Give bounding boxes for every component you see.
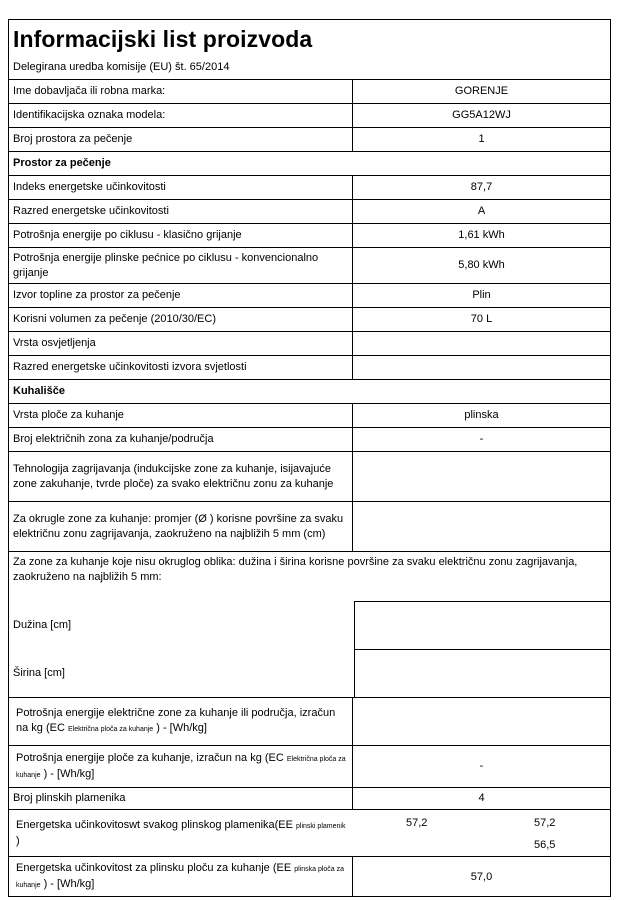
hob-efficiency-subscript: plinska ploča za kuhanje <box>16 866 345 889</box>
zone-consumption-value <box>352 698 610 745</box>
regulation-subtitle: Delegirana uredba komisije (EU) št. 65/2014 <box>13 61 230 73</box>
supplier-label: Ime dobavljača ili robna marka: <box>13 85 166 97</box>
width-row <box>9 649 610 698</box>
hob-efficiency-value: 57,0 <box>352 857 610 897</box>
width-value <box>354 649 610 698</box>
sheet-title: Informacijski list proizvoda <box>13 26 313 52</box>
hob-consumption-text: Potrošnja energije ploče za kuhanje, izračun na kg (EC <box>16 751 287 764</box>
hob-type-label: Vrsta ploče za kuhanje <box>13 409 124 421</box>
heating-tech-value <box>352 452 610 501</box>
consumption-classic-row <box>9 223 610 247</box>
round-zones-row <box>9 501 610 551</box>
hob-section-heading: Kuhališče <box>13 385 65 397</box>
consumption-gas-label: Potrošnja energije plinske pećnice po ciklusu - konvencionalno grijanje <box>13 251 319 279</box>
consumption-gas-row <box>9 247 610 283</box>
lighting-class-row <box>9 355 610 379</box>
burner-efficiency-close: ) <box>16 834 20 847</box>
hob-consumption-value: - <box>352 746 610 787</box>
burner-efficiency-text: Energetska učinkovitoswt svakog plinskog plamenika(EE <box>16 818 297 831</box>
gas-burners-row <box>9 787 610 809</box>
supplier-value: GORENJE <box>352 80 610 103</box>
length-value <box>354 601 610 649</box>
round-zones-label: Za okrugle zone za kuhanje: promjer (Ø ) korisne površine za svaku električnu zonu zagrijavanja, zaokruženo na najbližih 5 mm (cm) <box>13 512 344 540</box>
volume-value: 70 L <box>352 308 610 331</box>
hob-efficiency-row <box>9 856 610 897</box>
lighting-class-label: Razred energetske učinkovitosti izvora svjetlosti <box>13 361 247 373</box>
energy-class-label: Razred energetske učinkovitosti <box>13 205 169 217</box>
zone-consumption-text: Potrošnja energije električne zone za kuhanje ili područja, izračun na kg (EC <box>16 707 336 734</box>
hob-efficiency-label <box>9 857 352 897</box>
heat-source-row <box>9 283 610 307</box>
hob-consumption-unit: ) - [Wh/kg] <box>40 767 95 780</box>
hob-consumption-label <box>9 746 352 787</box>
model-label: Identifikacijska oznaka modela: <box>13 109 166 121</box>
burner-efficiency-subscript: plinski plamenik <box>296 822 346 830</box>
hob-efficiency-text: Energetska učinkovitost za plinsku ploču za kuhanje (EE <box>16 862 295 874</box>
hob-type-value: plinska <box>352 404 610 427</box>
consumption-classic-label: Potrošnja energije po ciklusu - klasično grijanje <box>13 229 242 241</box>
heat-source-label: Izvor topline za prostor za pečenje <box>13 289 181 301</box>
lighting-value <box>352 332 610 355</box>
supplier-row <box>9 79 610 103</box>
product-information-sheet <box>8 19 611 897</box>
electric-zones-row <box>9 427 610 451</box>
consumption-classic-value: 1,61 kWh <box>352 224 610 247</box>
oven-section-heading: Prostor za pečenje <box>13 157 111 169</box>
burner-efficiency-value-1: 57,2 <box>406 817 428 829</box>
lighting-label: Vrsta osvjetljenja <box>13 337 96 349</box>
hob-efficiency-unit: ) - [Wh/kg] <box>40 878 95 890</box>
electric-zones-label: Broj električnih zona za kuhanje/područja <box>13 433 214 445</box>
electric-zones-value: - <box>352 428 610 451</box>
cavities-value: 1 <box>352 128 610 151</box>
volume-row <box>9 307 610 331</box>
zone-consumption-label <box>9 698 352 745</box>
burner-efficiency-label <box>9 810 352 856</box>
hob-consumption-subscript: Električna ploča za kuhanje <box>16 755 346 779</box>
cavities-row <box>9 127 610 151</box>
width-label: Širina [cm] <box>13 667 65 679</box>
burner-efficiency-row <box>9 809 610 856</box>
non-round-zones-label: Za zone za kuhanje koje nisu okruglog oblika: dužina i širina korisne površine za svaku električnu zonu zagrijavanja, zaokruženo na najbližih 5 mm: <box>13 556 578 583</box>
burner-efficiency-values <box>352 810 610 856</box>
gas-burners-value: 4 <box>352 788 610 809</box>
gas-burners-label: Broj plinskih plamenika <box>13 792 126 804</box>
heating-tech-row <box>9 451 610 501</box>
cavities-label: Broj prostora za pečenje <box>13 133 133 145</box>
oven-section-row <box>9 151 610 175</box>
energy-class-value: A <box>352 200 610 223</box>
zone-consumption-subscript: Električna ploča za kuhanje <box>67 726 154 733</box>
volume-label: Korisni volumen za pečenje (2010/30/EC) <box>13 313 217 325</box>
eei-label: Indeks energetske učinkovitosti <box>13 181 166 193</box>
zone-consumption-unit: ) - [Wh/kg] <box>153 722 207 734</box>
non-round-zones-block <box>9 551 610 697</box>
zone-consumption-row <box>9 697 610 745</box>
length-label: Dužina [cm] <box>13 618 72 631</box>
lighting-row <box>9 331 610 355</box>
hob-section-row <box>9 379 610 403</box>
heating-tech-label: Tehnologija zagrijavanja (indukcijske zone za kuhanje, isijavajuće zone zakuhanje, tvrde ploče) za svako električnu zonu za kuhanje <box>13 462 334 490</box>
burner-efficiency-value-2: 57,2 <box>534 817 556 829</box>
burner-efficiency-value-3: 56,5 <box>534 839 556 851</box>
model-value: GG5A12WJ <box>352 104 610 127</box>
heat-source-value: Plin <box>352 284 610 307</box>
length-row <box>9 601 610 649</box>
eei-value: 87,7 <box>352 176 610 199</box>
model-row <box>9 103 610 127</box>
consumption-gas-value: 5,80 kWh <box>352 248 610 283</box>
hob-type-row <box>9 403 610 427</box>
eei-row <box>9 175 610 199</box>
lighting-class-value <box>352 356 610 379</box>
hob-consumption-row <box>9 745 610 787</box>
round-zones-value <box>352 502 610 551</box>
energy-class-row <box>9 199 610 223</box>
